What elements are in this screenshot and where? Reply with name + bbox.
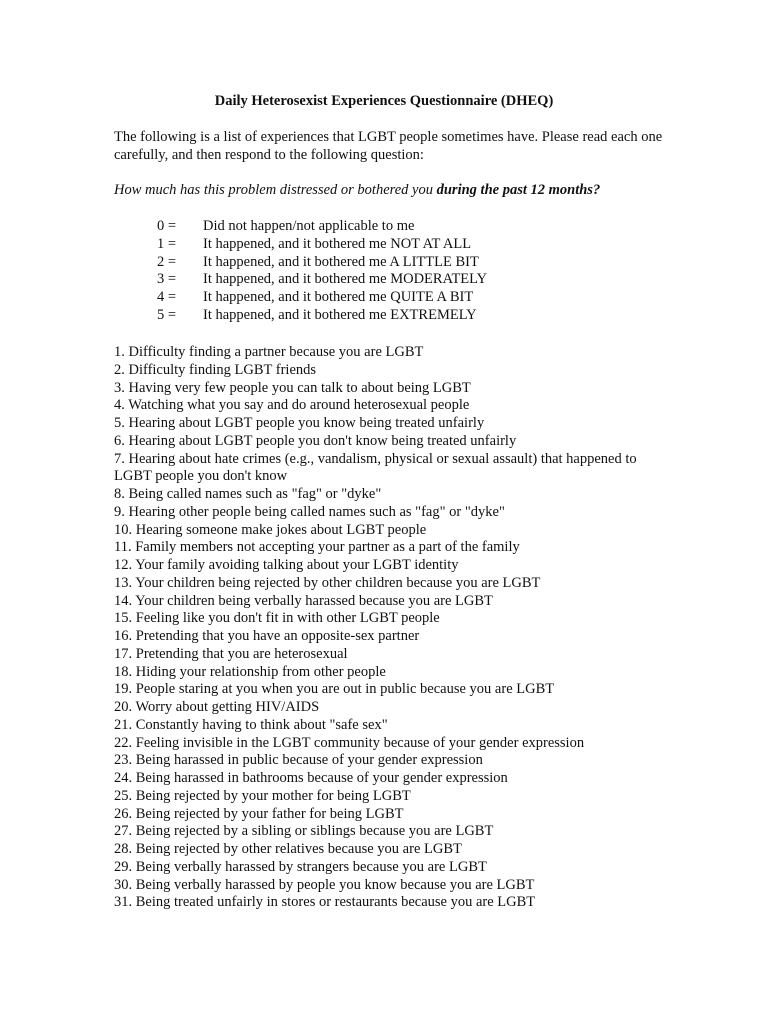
scale-row xyxy=(157,236,487,254)
response-scale xyxy=(157,218,487,325)
list-item: 25. Being rejected by your mother for being LGBT xyxy=(114,787,411,804)
list-item: 17. Pretending that you are heterosexual xyxy=(114,645,348,662)
list-item: 3. Having very few people you can talk to about being LGBT xyxy=(114,379,471,396)
list-item: 28. Being rejected by other relatives because you are LGBT xyxy=(114,841,462,857)
list-item: 18. Hiding your relationship from other people xyxy=(114,663,386,680)
scale-row xyxy=(157,289,487,307)
list-item: 6. Hearing about LGBT people you don't know being treated unfairly xyxy=(114,432,517,449)
list-item: 27. Being rejected by a sibling or siblings because you are LGBT xyxy=(114,823,494,840)
scale-text: It happened, and it bothered me QUITE A BIT xyxy=(203,289,474,306)
list-item: 7. Hearing about hate crimes (e.g., vandalism, physical or sexual assault) that happened to LGBT people you don't know xyxy=(114,450,637,485)
list-item: 21. Constantly having to think about "safe sex" xyxy=(114,716,388,733)
scale-code: 3 = xyxy=(157,271,177,288)
list-item: 4. Watching what you say and do around heterosexual people xyxy=(114,397,470,414)
list-item: 14. Your children being verbally harassed because you are LGBT xyxy=(114,592,493,609)
scale-row xyxy=(157,271,487,289)
list-item: 11. Family members not accepting your partner as a part of the family xyxy=(114,539,520,556)
list-item: 12. Your family avoiding talking about your LGBT identity xyxy=(114,557,459,573)
list-item: 30. Being verbally harassed by people you know because you are LGBT xyxy=(114,876,535,893)
scale-text: It happened, and it bothered me MODERATELY xyxy=(203,271,488,288)
list-item: 8. Being called names such as "fag" or "dyke" xyxy=(114,486,382,502)
intro-paragraph: The following is a list of experiences that LGBT people sometimes have. Please read each one carefully, and then respond to the following question: xyxy=(114,129,663,163)
list-item: 22. Feeling invisible in the LGBT community because of your gender expression xyxy=(114,734,585,751)
scale-text: Did not happen/not applicable to me xyxy=(203,218,415,234)
scale-row xyxy=(157,254,487,272)
scale-code: 0 = xyxy=(157,218,177,234)
scale-text: It happened, and it bothered me A LITTLE BIT xyxy=(203,253,479,270)
list-item: 2. Difficulty finding LGBT friends xyxy=(114,361,317,378)
question-timeframe: during the past 12 months? xyxy=(436,182,601,198)
list-item: 23. Being harassed in public because of your gender expression xyxy=(114,752,483,769)
list-item: 16. Pretending that you have an opposite-sex partner xyxy=(114,628,420,644)
scale-row xyxy=(157,307,487,325)
document-title: Daily Heterosexist Experiences Questionnaire (DHEQ) xyxy=(214,93,554,109)
question-text: How much has this problem distressed or bothered you xyxy=(114,182,437,198)
question-prompt xyxy=(114,181,714,199)
list-item: 10. Hearing someone make jokes about LGBT people xyxy=(114,521,427,538)
list-item: 19. People staring at you when you are out in public because you are LGBT xyxy=(114,681,555,698)
scale-code: 5 = xyxy=(157,306,177,323)
list-item: 9. Hearing other people being called names such as "fag" or "dyke" xyxy=(114,503,505,520)
list-item: 1. Difficulty finding a partner because you are LGBT xyxy=(114,344,424,360)
list-item: 5. Hearing about LGBT people you know being treated unfairly xyxy=(114,415,485,431)
list-item: 31. Being treated unfairly in stores or restaurants because you are LGBT xyxy=(114,894,536,911)
scale-code: 1 = xyxy=(157,235,177,252)
scale-text: It happened, and it bothered me NOT AT ALL xyxy=(203,235,472,252)
list-item: 26. Being rejected by your father for being LGBT xyxy=(114,805,404,822)
list-item: 24. Being harassed in bathrooms because of your gender expression xyxy=(114,770,508,786)
experience-list xyxy=(114,344,654,912)
scale-row xyxy=(157,218,487,236)
list-item: 20. Worry about getting HIV/AIDS xyxy=(114,699,320,715)
scale-code: 4 = xyxy=(157,289,177,306)
scale-text: It happened, and it bothered me EXTREMELY xyxy=(203,306,477,323)
list-item: 29. Being verbally harassed by strangers because you are LGBT xyxy=(114,858,487,875)
list-item: 13. Your children being rejected by other children because you are LGBT xyxy=(114,574,541,591)
scale-code: 2 = xyxy=(157,253,177,270)
list-item: 15. Feeling like you don't fit in with other LGBT people xyxy=(114,610,440,627)
